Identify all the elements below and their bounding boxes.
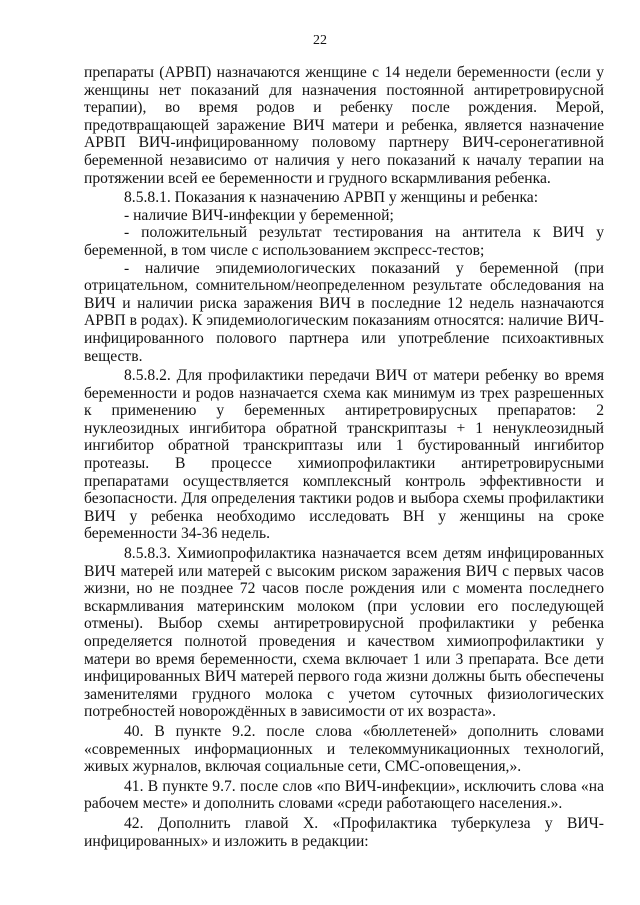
list-item-epidemiological: - наличие эпидемиологических показаний у беременной (при отрицательном, сомнительном/неопределенном результате обследования на ВИЧ и наличии риска заражения ВИЧ в последние 12 недель назначаются АРВП в родах). К эпидемиологическим показаниям относятся: наличие ВИЧ-инфицированного полового партнера или употребление психоактивных веществ.	[84, 259, 604, 365]
paragraph-8-5-8-2: 8.5.8.2. Для профилактики передачи ВИЧ от матери ребенку во время беременности и родов назначается схема как минимум из трех разрешенных к применению у беременных антиретровирусных препаратов: 2 нуклеозидных ингибитора обратной транскриптазы + 1 ненуклеозидный ингибитор обратной транскриптазы или 1 бустированный ингибитор протеазы. В процессе химиопрофилактики антиретровирусными препаратами осуществляется комплексный контроль эффективности и безопасности. Для определения тактики родов и выбора схемы профилактики ВИЧ у ребенка необходимо исследовать ВН у женщины на сроке беременности 34-36 недель.	[84, 367, 604, 543]
paragraph-item-42: 42. Дополнить главой X. «Профилактика туберкулеза у ВИЧ-инфицированных» и изложить в редакции:	[84, 814, 604, 850]
paragraph-8-5-8-1: 8.5.8.1. Показания к назначению АРВП у женщины и ребенка:	[124, 189, 539, 207]
paragraph-arvp-intro: препараты (АРВП) назначаются женщине с 14 недели беременности (если у женщины нет показаний для назначения постоянной антиретровирусной терапии), во время родов и ребенку после рождения. Мерой, предотвращающей заражение ВИЧ матери и ребенка, является назначение АРВП ВИЧ-инфицированному половому партнеру ВИЧ-серонегативной беременной независимо от наличия у него показаний к началу терапии на протяжении всей ее беременности и грудного вскармливания ребенка.	[84, 64, 604, 187]
paragraph-item-40: 40. В пункте 9.2. после слова «бюллетеней» дополнить словами «современных информационных и телекоммуникационных технологий, живых журналов, включая социальные сети, СМС-оповещения,».	[84, 722, 604, 776]
page-number: 22	[313, 33, 327, 48]
list-item-positive-test: - положительный результат тестирования на антитела к ВИЧ у беременной, в том числе с использованием экспресс-тестов;	[84, 224, 604, 259]
list-item-hiv-infection: - наличие ВИЧ-инфекции у беременной;	[124, 206, 394, 224]
paragraph-item-41: 41. В пункте 9.7. после слов «по ВИЧ-инфекции», исключить слова «на рабочем месте» и дополнить словами «среди работающего населения.».	[84, 777, 604, 813]
paragraph-8-5-8-3: 8.5.8.3. Химиопрофилактика назначается всем детям инфицированных ВИЧ матерей или матерей с высоким риском заражения ВИЧ с первых часов жизни, но не позднее 72 часов после рождения или с момента последнего вскармливания материнским молоком (при условии его последующей отмены). Выбор схемы антиретровирусной профилактики у ребенка определяется полнотой проведения и качеством химиопрофилактики у матери во время беременности, схема включает 1 или 3 препарата. Все дети инфицированных ВИЧ матерей первого года жизни должны быть обеспечены заменителями грудного молока с учетом суточных физиологических потребностей новорождённых в зависимости от их возраста».	[84, 545, 604, 721]
document-body	[84, 64, 604, 850]
